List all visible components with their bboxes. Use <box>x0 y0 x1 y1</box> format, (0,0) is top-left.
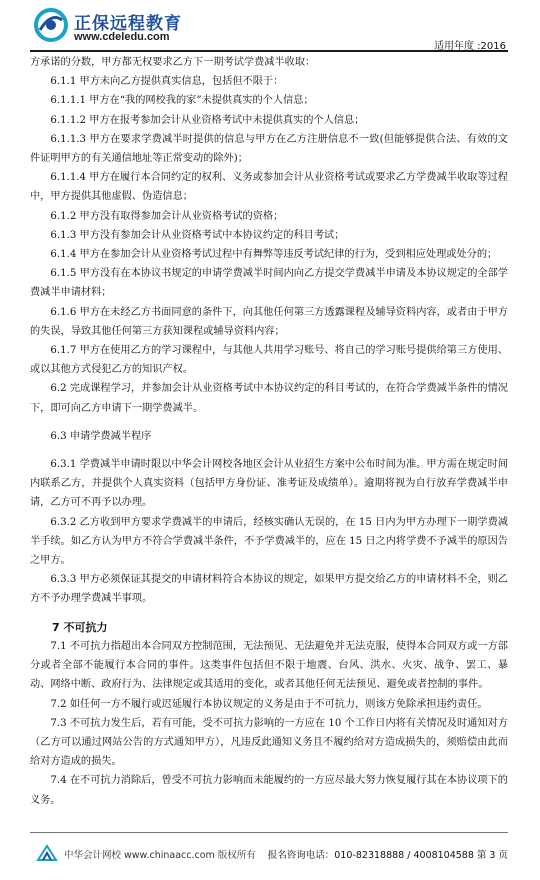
clause-6-1-1-2: 6.1.1.2 甲方在报考参加会计从业资格考试中未提供真实的个人信息； <box>50 114 365 126</box>
clause-6-1-1-1: 6.1.1.1 甲方在“我的网校我的家”未提供真实的个人信息； <box>50 95 314 107</box>
header-divider <box>30 50 508 52</box>
section-7-title: 7 不可抗力 <box>52 620 108 634</box>
footer-copyright: 中华会计网校 www.chinaacc.com 版权所有 <box>64 850 256 861</box>
clause-6-3-3: 6.3.3 甲方必须保证其提交的申请材料符合本协议的规定，如果甲方提交给乙方的申请材料不全，则乙方不予办理学费减半事项。 <box>30 574 508 605</box>
spacer <box>30 446 508 455</box>
footer-divider <box>30 832 508 833</box>
document-body <box>30 53 508 810</box>
clause-6-1-3: 6.1.3 甲方没有参加会计从业资格考试中本协议约定的科目考试； <box>50 229 345 241</box>
paragraph: 方承诺的分数，甲方都无权要求乙方下一期考试学费减半收取： <box>30 57 316 68</box>
footer-contact-page: 报名咨询电话：010-82318888 / 4008104588 第 3 页 <box>267 850 508 861</box>
clause-7-4: 7.4 在不可抗力消除后，曾受不可抗力影响而未能履约的一方应尽最大努力恢复履行其在本协议项下的义务。 <box>30 775 508 806</box>
clause-7-1: 7.1 不可抗力指超出本合同双方控制范围，无法预见、无法避免并无法克服，使得本合同双方或一方部分或者全部不能履行本合同的事件。这类事件包括但不限于地震、台风、洪水、火灾、战争、罢工、暴动、网络中断、政府行为、法律规定或其适用的变化，或者其他任何无法预见、避免或者控制的事件。 <box>30 640 508 691</box>
page-footer <box>30 842 508 866</box>
spacer <box>30 418 508 427</box>
clause-7-3: 7.3 不可抗力发生后，若有可能，受不可抗力影响的一方应在 10 个工作日内将有关情况及时通知对方（乙方可以通过网站公告的方式通知甲方），凡违反此通知义务且不履约给对方造成损失的，须赔偿由此而给对方造成的损失。 <box>30 717 508 768</box>
clause-6-1-7: 6.1.7 甲方在使用乙方的学习课程中，与其他人共用学习账号、将自己的学习账号提供给第三方使用、或以其他方式侵犯乙方的知识产权。 <box>30 345 508 376</box>
clause-6-3-2: 6.3.2 乙方收到甲方要求学费减半的申请后，经核实确认无误的，在 15 日内为甲方办理下一期学费减半手续。如乙方认为甲方不符合学费减半条件，不予学费减半的，应在 15 日之内将学费不予减半的原因告之甲方。 <box>30 516 508 567</box>
spacer <box>30 609 508 618</box>
clause-6-1-1-3: 6.1.1.3 甲方在要求学费减半时提供的信息与甲方在乙方注册信息不一致(但能够提供合法、有效的文件证明甲方的有关通信地址等正常变动的除外)； <box>30 133 508 165</box>
applicable-year: 适用年度 :2016 <box>434 41 506 52</box>
clause-6-1-5: 6.1.5 甲方没有在本协议书规定的申请学费减半时间内向乙方提交学费减半申请及本协议规定的全部学费减半申请材料； <box>30 268 508 299</box>
clause-6-1-4: 6.1.4 甲方在参加会计从业资格考试过程中有舞弊等违反考试纪律的行为，受到相应处理或处分的； <box>50 249 498 261</box>
subsection-6-3-heading: 6.3 申请学费减半程序 <box>50 430 152 442</box>
clause-6-1-2: 6.1.2 甲方没有取得参加会计从业资格考试的资格； <box>50 210 284 222</box>
clause-6-2: 6.2 完成课程学习，并参加会计从业资格考试中本协议约定的科目考试的，在符合学费减半条件的情况下，即可向乙方申请下一期学费减半。 <box>30 383 508 414</box>
clause-6-3-1: 6.3.1 学费减半申请时限以中华会计网校各地区会计从业招生方案中公布时间为准。甲方需在规定时间内联系乙方，并提供个人真实资料（包括甲方身份证、准考证及成绩单）。逾期将视为自行放弃学费减半申请，乙方可不再予以办理。 <box>30 459 508 509</box>
cdel-logo-icon <box>34 8 68 42</box>
brand-name: 正保远程教育 <box>74 14 182 34</box>
brand-url[interactable]: www.cdeledu.com <box>74 31 170 43</box>
chinaacc-logo-icon <box>36 844 58 862</box>
page-header <box>0 0 540 52</box>
clause-6-1-1: 6.1.1 甲方未向乙方提供真实信息，包括但不限于： <box>50 76 284 88</box>
clause-7-2: 7.2 如任何一方不履行或迟延履行本协议规定的义务是由于不可抗力，则该方免除承担违约责任。 <box>50 698 488 710</box>
clause-6-1-6: 6.1.6 甲方在未经乙方书面同意的条件下，向其他任何第三方透露课程及辅导资料内容，或者由于甲方的失误，导致其他任何第三方获知课程或辅导资料内容； <box>30 306 508 337</box>
clause-6-1-1-4: 6.1.1.4 甲方在履行本合同约定的权利、义务或参加会计从业资格考试或要求乙方学费减半收取等过程中，甲方提供其他虚假、伪造信息； <box>30 172 508 203</box>
